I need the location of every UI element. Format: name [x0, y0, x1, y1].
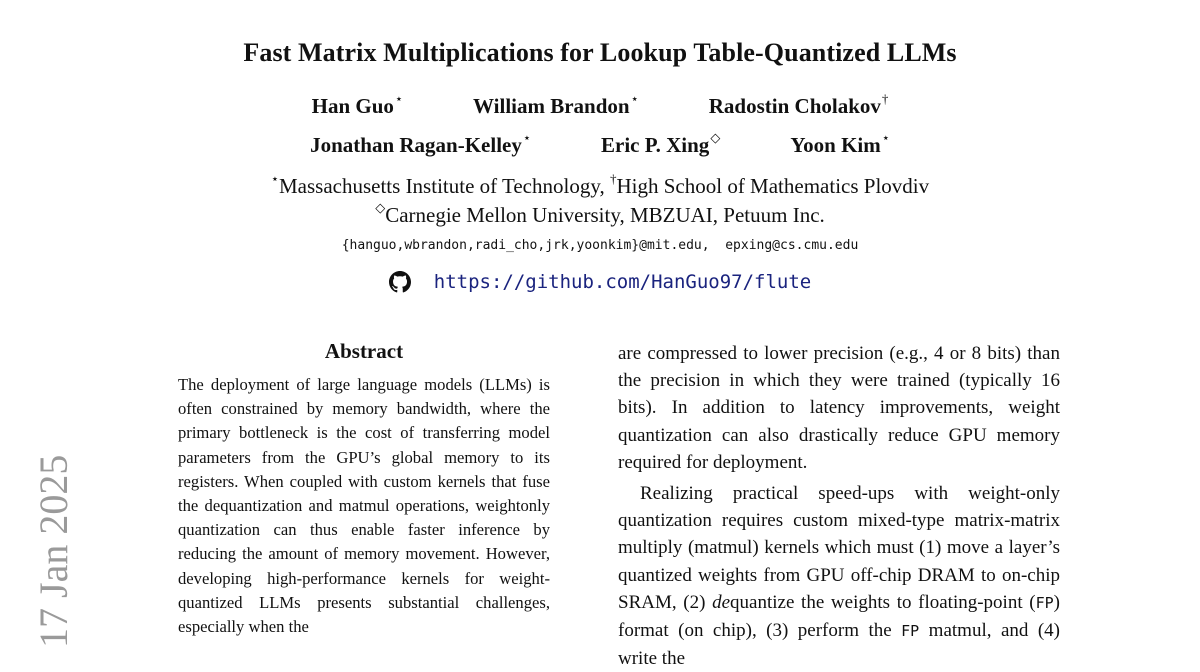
arxiv-stamp: 17 Jan 2025: [31, 454, 76, 648]
author: [310, 130, 531, 158]
affiliation-text: Massachusetts Institute of Technology,: [279, 174, 610, 198]
affiliation-mark: ⋆: [630, 91, 639, 106]
author: [311, 91, 404, 119]
affiliation-line-1: [0, 171, 1200, 199]
paper-title: Fast Matrix Multiplications for Lookup Table-Quantized LLMs: [243, 38, 957, 67]
abstract-heading: Abstract: [324, 339, 404, 363]
repo-link[interactable]: https://github.com/HanGuo97/flute: [433, 271, 812, 293]
author-name: Yoon Kim: [790, 133, 881, 157]
abstract-text: The deployment of large language models (LLMs) is often constrained by memory bandwidth, where the primary bottleneck is the cost of transferring model parameters from the GPU’s global memory to its registers. When coupled with custom kernels that fuse the dequantization and matmul operations, weightonly quantization can thus enable faster inference by reducing the amount of memory movement. However, developing high-performance kernels for weight-quantized LLMs presents substantial challenges, especially when the: [178, 375, 550, 637]
author: [708, 91, 889, 119]
body-emphasis: de: [712, 591, 731, 613]
author: [473, 91, 639, 119]
body-paragraph-1: are compressed to lower precision (e.g., 4 or 8 bits) than the precision in which they were trained (typically 16 bits). In addition to latency improvements, weight quantization can also drastically reduce GPU memory required for deployment.: [618, 343, 1060, 473]
affiliation-mark: ⋆: [881, 130, 890, 145]
affiliation-mark: †: [609, 171, 617, 186]
affiliation-mark: ⋆: [522, 130, 531, 145]
author-name: Eric P. Xing: [601, 133, 710, 157]
inline-code: FP: [1035, 593, 1054, 612]
body-text: Realizing practical speed-ups with weight-only quantization requires custom mixed-type matrix-matrix multiply (matmul) kernels which must (1) move a layer’s quantized weights from GPU off-chip DRAM to on-chip SRAM, (2): [618, 483, 1060, 613]
body-text: matmul, and (4) write the: [618, 620, 1060, 670]
body-paragraph-2: [618, 480, 1060, 672]
author-row-1: [0, 91, 1200, 119]
author-name: Han Guo: [311, 94, 394, 118]
author-name: Radostin Cholakov: [708, 94, 881, 118]
github-icon: [389, 271, 411, 293]
author: [601, 130, 721, 158]
body-text: ) format (on chip), (3) perform the: [618, 591, 1060, 642]
affiliation-mark: ◇: [375, 200, 386, 215]
repo-link-row: [0, 271, 1200, 293]
affiliation-mark: ◇: [710, 130, 721, 145]
affiliation-text: High School of Mathematics Plovdiv: [616, 174, 930, 198]
affiliation-text: Carnegie Mellon University, MBZUAI, Petuum Inc.: [385, 203, 825, 227]
author-name: Jonathan Ragan-Kelley: [310, 133, 522, 157]
affiliation-mark: †: [881, 91, 889, 106]
affiliation-mark: ⋆: [270, 171, 279, 186]
author-emails: {hanguo,wbrandon,radi_cho,jrk,yoonkim}@mit.edu, epxing@cs.cmu.edu: [341, 238, 859, 253]
affiliation-mark: ⋆: [394, 91, 404, 106]
body-text: quantize the weights to floating-point (: [730, 591, 1036, 613]
affiliation-line-2: [0, 200, 1200, 228]
inline-code: FP: [901, 622, 920, 641]
author-name: William Brandon: [473, 94, 630, 118]
author-row-2: [0, 130, 1200, 158]
body-column: [618, 340, 1060, 672]
author: [790, 130, 890, 158]
